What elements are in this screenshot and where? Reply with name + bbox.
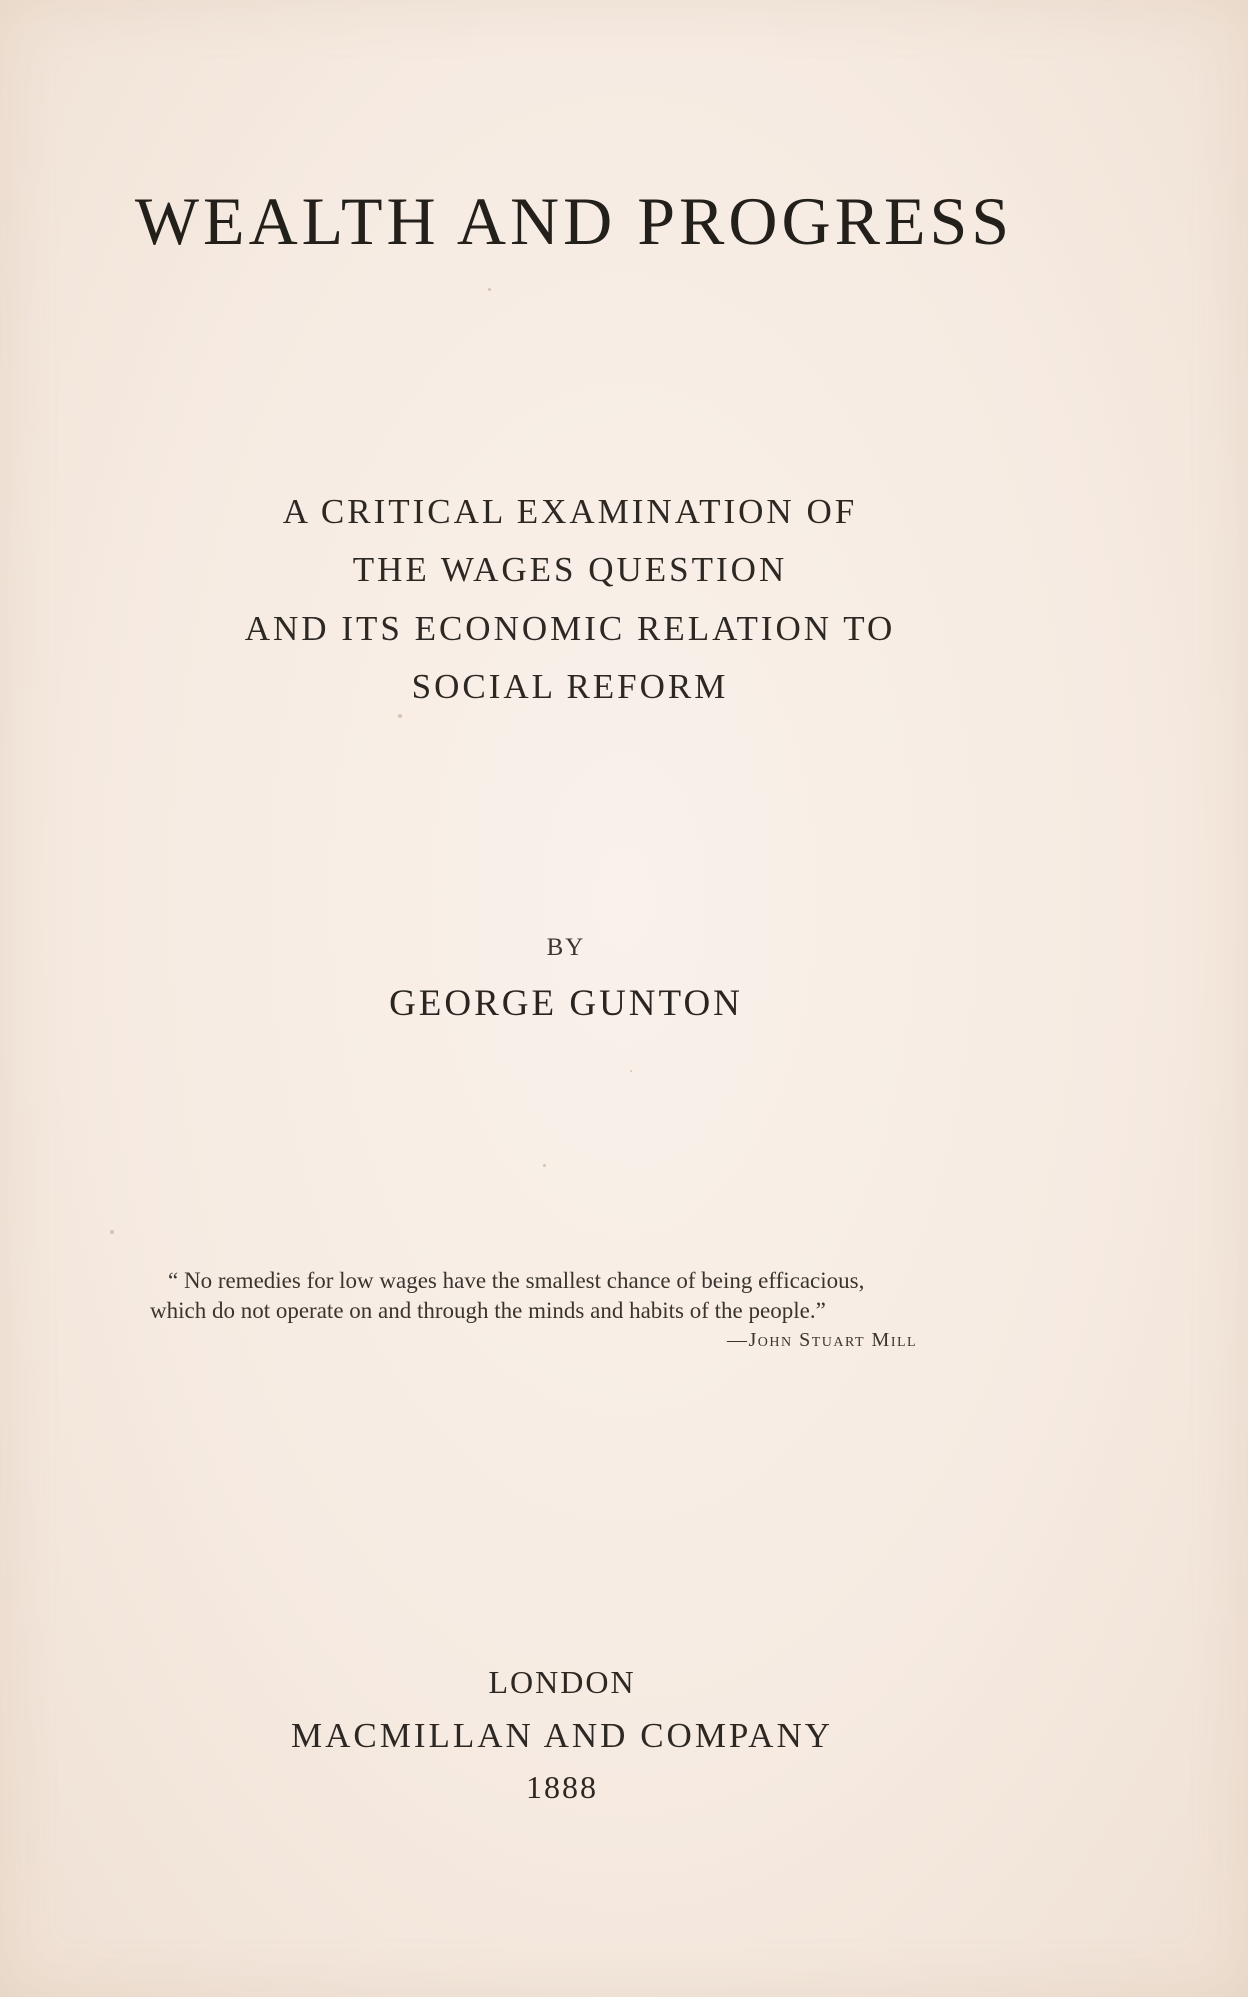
imprint-publisher: MACMILLAN AND COMPANY	[290, 1716, 834, 1755]
epigraph-line: “ No remedies for low wages have the smallest chance of being efficacious,	[168, 1268, 865, 1293]
paper-speck	[110, 1230, 114, 1234]
paper-speck	[630, 1070, 632, 1072]
subtitle-line: SOCIAL REFORM	[411, 667, 729, 706]
by-label: BY	[546, 934, 586, 961]
book-title: WEALTH AND PROGRESS	[134, 183, 1014, 259]
subtitle-line: AND ITS ECONOMIC RELATION TO	[244, 609, 896, 648]
paper-speck	[488, 288, 491, 291]
subtitle-line: THE WAGES QUESTION	[352, 550, 788, 589]
epigraph-attribution: —John Stuart Mill	[727, 1329, 918, 1351]
paper-speck	[398, 714, 402, 718]
subtitle-line: A CRITICAL EXAMINATION OF	[282, 492, 858, 531]
author-name: GEORGE GUNTON	[389, 983, 743, 1024]
epigraph-line: which do not operate on and through the minds and habits of the people.”	[150, 1298, 826, 1323]
imprint-place: LONDON	[488, 1664, 636, 1700]
imprint-year: 1888	[526, 1769, 598, 1805]
paper-speck	[543, 1164, 546, 1167]
